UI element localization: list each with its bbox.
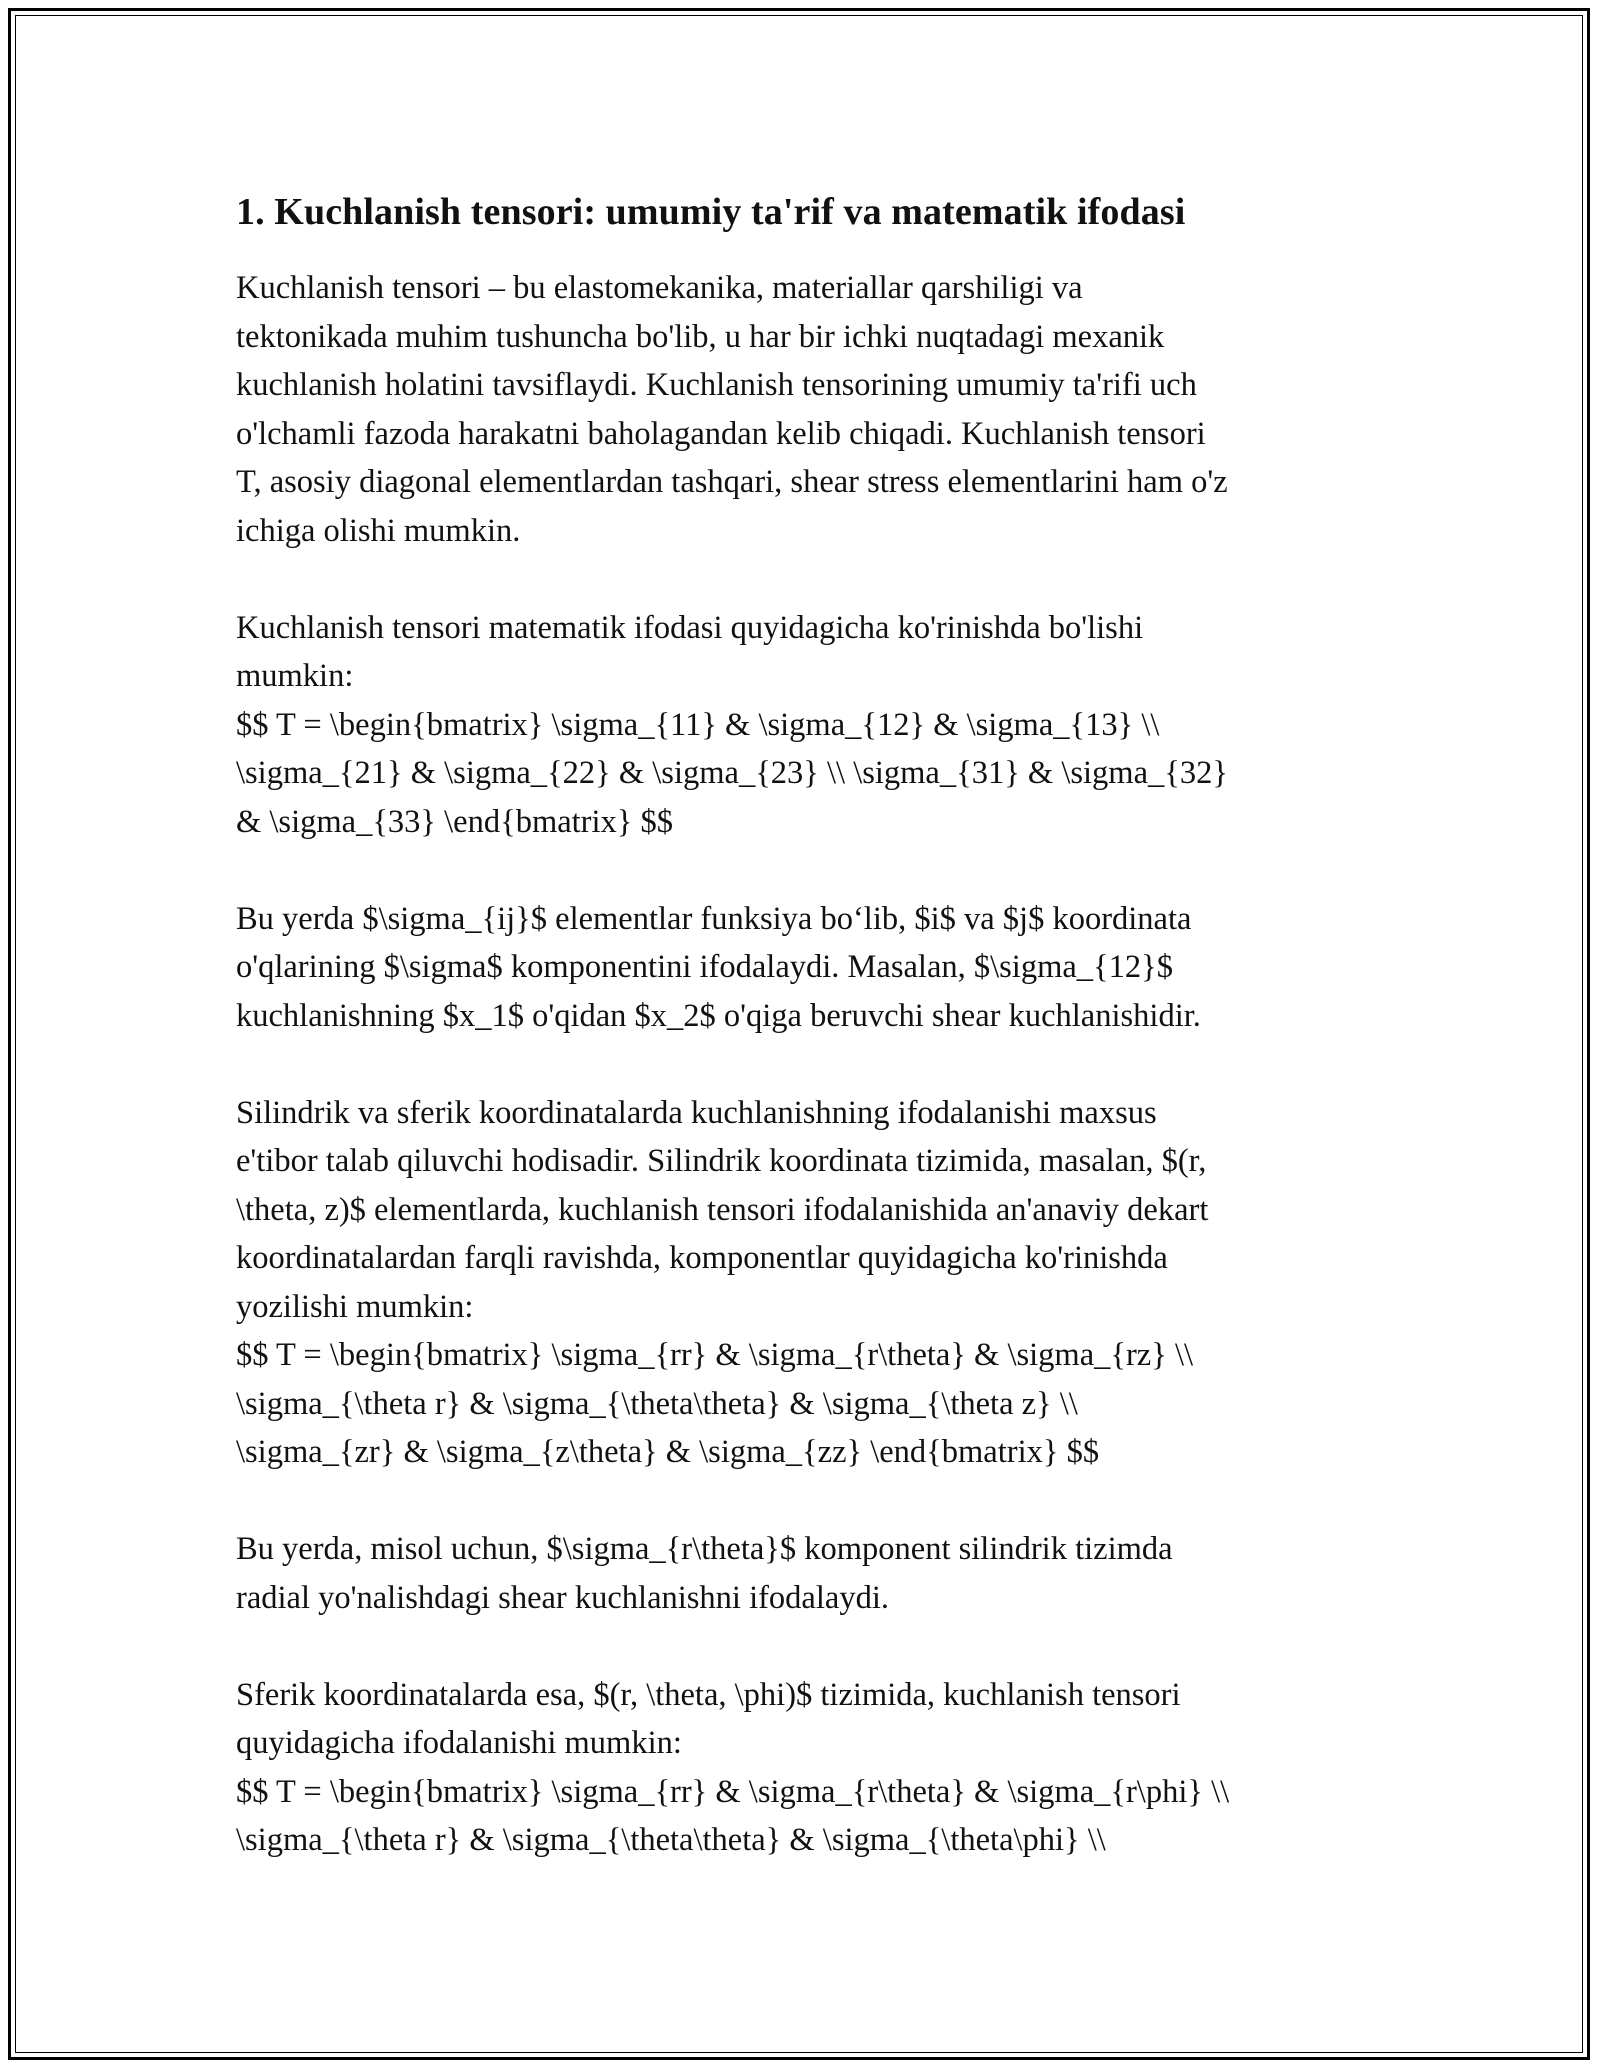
paragraph-cylindrical-example	[236, 1525, 1372, 1622]
text-line: mumkin:	[236, 658, 354, 694]
text-line: o'lchamli fazoda harakatni baholagandan kelib chiqadi. Kuchlanish tensori	[236, 415, 1206, 452]
text-line: kuchlanish holatini tavsiflaydi. Kuchlanish tensorining umumiy ta'rifi uch	[236, 367, 1197, 403]
text-line: tektonikada muhim tushuncha bo'lib, u har bir ichki nuqtadagi mexanik	[236, 318, 1165, 355]
text-line: quyidagicha ifodalanishi mumkin:	[236, 1725, 682, 1761]
text-line: Kuchlanish tensori matematik ifodasi quyidagicha ko'rinishda bo'lishi	[236, 609, 1144, 646]
text-line: Bu yerda, misol uchun, $\sigma_{r\theta}$ komponent silindrik tizimda	[236, 1531, 1173, 1567]
paragraph-cartesian-formula	[236, 604, 1372, 847]
formula-line: $$ T = \begin{bmatrix} \sigma_{11} & \sigma_{12} & \sigma_{13} \\	[236, 706, 1160, 743]
formula-line: \sigma_{\theta r} & \sigma_{\theta\theta} & \sigma_{\theta z} \\	[236, 1385, 1078, 1422]
text-line: T, asosiy diagonal elementlardan tashqari, shear stress elementlarini ham o'z	[236, 464, 1228, 500]
formula-line: \sigma_{zr} & \sigma_{z\theta} & \sigma_{zz} \end{bmatrix} $$	[236, 1434, 1100, 1470]
text-line: \theta, z)$ elementlarda, kuchlanish tensori ifodalanishida an'anaviy dekart	[236, 1191, 1209, 1228]
paragraph-cylindrical-formula	[236, 1089, 1372, 1477]
text-line: yozilishi mumkin:	[236, 1288, 474, 1325]
section-heading: 1. Kuchlanish tensori: umumiy ta'rif va matematik ifodasi	[236, 191, 1186, 233]
text-line: Kuchlanish tensori – bu elastomekanika, materiallar qarshiligi va	[236, 270, 1083, 306]
formula-line: & \sigma_{33} \end{bmatrix} $$	[236, 803, 674, 840]
text-line: Sferik koordinatalarda esa, $(r, \theta, \phi)$ tizimida, kuchlanish tensori	[236, 1676, 1181, 1713]
document-body	[236, 186, 1372, 1913]
formula-line: $$ T = \begin{bmatrix} \sigma_{rr} & \sigma_{r\theta} & \sigma_{rz} \\	[236, 1337, 1194, 1373]
text-line: e'tibor talab qiluvchi hodisadir. Silindrik koordinata tizimida, masalan, $(r,	[236, 1143, 1207, 1179]
text-line: Silindrik va sferik koordinatalarda kuchlanishning ifodalanishi maxsus	[236, 1094, 1157, 1131]
text-line: radial yo'nalishdagi shear kuchlanishni ifodalaydi.	[236, 1579, 889, 1616]
formula-line: $$ T = \begin{bmatrix} \sigma_{rr} & \sigma_{r\theta} & \sigma_{r\phi} \\	[236, 1773, 1230, 1810]
text-line: Bu yerda $\sigma_{ij}$ elementlar funksiya bo‘lib, $i$ va $j$ koordinata	[236, 900, 1192, 937]
text-line: o'qlarining $\sigma$ komponentini ifodalaydi. Masalan, $\sigma_{12}$	[236, 949, 1173, 985]
paragraph-elements-explanation	[236, 895, 1372, 1041]
formula-line: \sigma_{\theta r} & \sigma_{\theta\theta} & \sigma_{\theta\phi} \\	[236, 1822, 1106, 1858]
text-line: ichiga olishi mumkin.	[236, 512, 521, 549]
formula-line: \sigma_{21} & \sigma_{22} & \sigma_{23} \\ \sigma_{31} & \sigma_{32}	[236, 755, 1228, 791]
paragraph-spherical-formula	[236, 1671, 1372, 1865]
text-line: kuchlanishning $x_1$ o'qidan $x_2$ o'qiga beruvchi shear kuchlanishidir.	[236, 997, 1201, 1034]
text-line: koordinatalardan farqli ravishda, komponentlar quyidagicha ko'rinishda	[236, 1240, 1168, 1276]
paragraph-definition	[236, 264, 1372, 555]
